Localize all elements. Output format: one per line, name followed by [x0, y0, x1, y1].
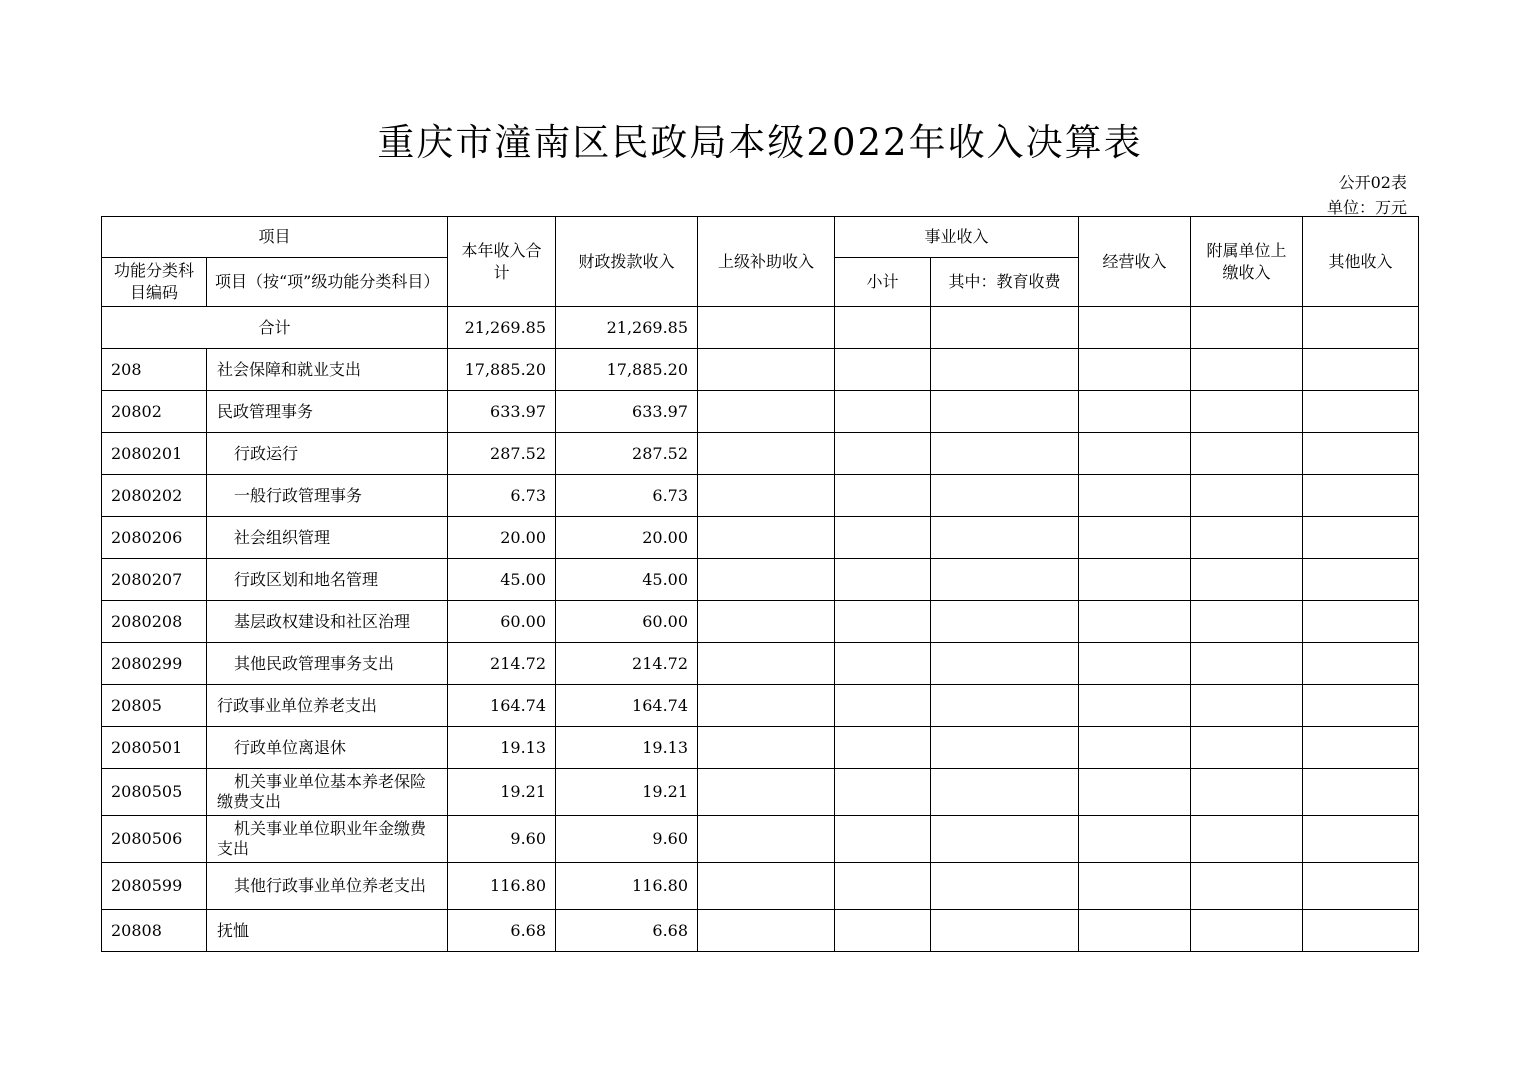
code-cell: 2080599: [102, 863, 207, 910]
table-row: [102, 559, 1419, 601]
code-cell: 2080206: [102, 517, 207, 559]
name-cell: 机关事业单位职业年金缴费支出: [207, 816, 448, 863]
name-cell: 行政事业单位养老支出: [207, 685, 448, 727]
code-cell: 2080505: [102, 769, 207, 816]
table-row: [102, 727, 1419, 769]
income-table: [101, 216, 1419, 952]
fiscal-cell: 214.72: [556, 643, 698, 685]
total-cell: 287.52: [448, 433, 556, 475]
header-business: 事业收入: [835, 217, 1079, 258]
fiscal-cell: 20.00: [556, 517, 698, 559]
header-name: 项目（按“项”级功能分类科目）: [207, 258, 448, 307]
name-cell: 抚恤: [207, 910, 448, 952]
table-row: [102, 475, 1419, 517]
table-row: [102, 643, 1419, 685]
code-cell: 20805: [102, 685, 207, 727]
table-row: [102, 433, 1419, 475]
total-row: [102, 307, 1419, 349]
total-cell: 60.00: [448, 601, 556, 643]
fiscal-cell: 633.97: [556, 391, 698, 433]
name-cell: 基层政权建设和社区治理: [207, 601, 448, 643]
code-cell: 20808: [102, 910, 207, 952]
total-cell: 20.00: [448, 517, 556, 559]
total-cell: 9.60: [448, 816, 556, 863]
name-cell: 一般行政管理事务: [207, 475, 448, 517]
name-cell: 行政运行: [207, 433, 448, 475]
total-cell: 45.00: [448, 559, 556, 601]
total-cell: 21,269.85: [448, 307, 556, 349]
table-row: [102, 391, 1419, 433]
fiscal-cell: 19.21: [556, 769, 698, 816]
total-cell: 19.21: [448, 769, 556, 816]
name-cell: 行政区划和地名管理: [207, 559, 448, 601]
total-label: 合计: [102, 307, 448, 349]
header-fiscal: 财政拨款收入: [556, 217, 698, 307]
table-row: [102, 910, 1419, 952]
name-cell: 其他民政管理事务支出: [207, 643, 448, 685]
header-affiliated: 附属单位上缴收入: [1191, 217, 1303, 307]
name-cell: 民政管理事务: [207, 391, 448, 433]
table-row: [102, 517, 1419, 559]
code-cell: 2080501: [102, 727, 207, 769]
total-cell: 6.73: [448, 475, 556, 517]
fiscal-cell: 21,269.85: [556, 307, 698, 349]
code-cell: 20802: [102, 391, 207, 433]
name-cell: 机关事业单位基本养老保险缴费支出: [207, 769, 448, 816]
fiscal-cell: 45.00: [556, 559, 698, 601]
header-operating: 经营收入: [1079, 217, 1191, 307]
total-cell: 164.74: [448, 685, 556, 727]
total-cell: 633.97: [448, 391, 556, 433]
table-row: [102, 816, 1419, 863]
header-total: 本年收入合计: [448, 217, 556, 307]
code-cell: 2080299: [102, 643, 207, 685]
name-cell: 社会保障和就业支出: [207, 349, 448, 391]
table-row: [102, 349, 1419, 391]
fiscal-cell: 164.74: [556, 685, 698, 727]
unit-label: 单位：万元: [1326, 198, 1407, 217]
form-number: 公开02表: [1338, 173, 1407, 192]
name-cell: 行政单位离退休: [207, 727, 448, 769]
total-cell: 116.80: [448, 863, 556, 910]
fiscal-cell: 60.00: [556, 601, 698, 643]
total-cell: 214.72: [448, 643, 556, 685]
name-cell: 社会组织管理: [207, 517, 448, 559]
code-cell: 2080201: [102, 433, 207, 475]
code-cell: 208: [102, 349, 207, 391]
table-row: [102, 769, 1419, 816]
header-superior: 上级补助收入: [698, 217, 835, 307]
header-other: 其他收入: [1303, 217, 1419, 307]
fiscal-cell: 287.52: [556, 433, 698, 475]
table-row: [102, 863, 1419, 910]
table-row: [102, 601, 1419, 643]
total-cell: 17,885.20: [448, 349, 556, 391]
total-cell: 6.68: [448, 910, 556, 952]
header-item: 项目: [102, 217, 448, 258]
header-subtotal: 小计: [835, 258, 931, 307]
page-title: 重庆市潼南区民政局本级2022年收入决算表: [377, 121, 1143, 164]
table-row: [102, 685, 1419, 727]
fiscal-cell: 116.80: [556, 863, 698, 910]
code-cell: 2080208: [102, 601, 207, 643]
header-code: 功能分类科目编码: [102, 258, 207, 307]
fiscal-cell: 6.73: [556, 475, 698, 517]
name-cell: 其他行政事业单位养老支出: [207, 863, 448, 910]
fiscal-cell: 17,885.20: [556, 349, 698, 391]
code-cell: 2080202: [102, 475, 207, 517]
fiscal-cell: 6.68: [556, 910, 698, 952]
code-cell: 2080506: [102, 816, 207, 863]
total-cell: 19.13: [448, 727, 556, 769]
header-education: 其中：教育收费: [931, 258, 1079, 307]
code-cell: 2080207: [102, 559, 207, 601]
fiscal-cell: 19.13: [556, 727, 698, 769]
fiscal-cell: 9.60: [556, 816, 698, 863]
